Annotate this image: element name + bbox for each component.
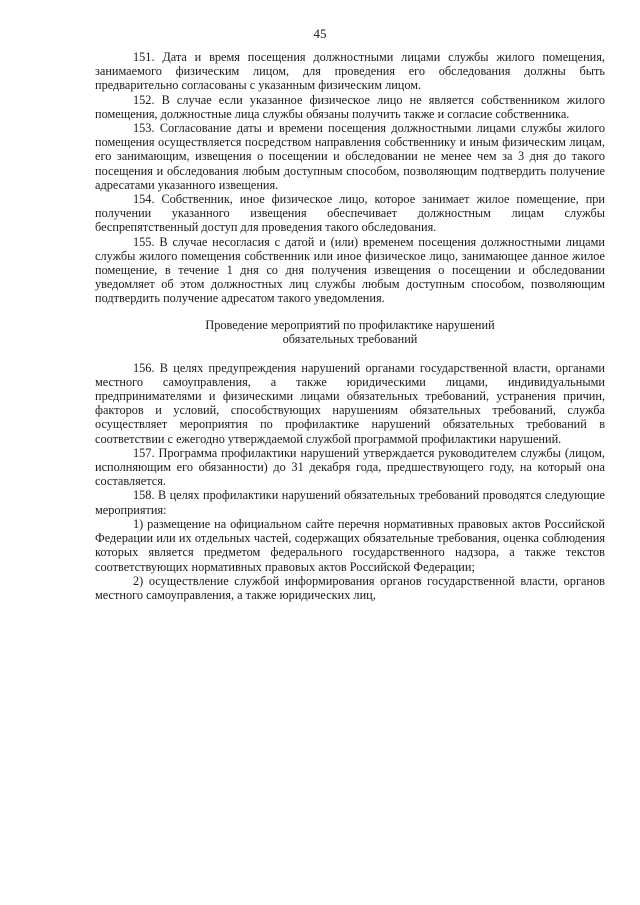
section-heading-line-1: Проведение мероприятий по профилактике нарушений <box>205 317 495 332</box>
paragraph-156: 156. В целях предупреждения нарушений органами государственной власти, органами местного самоуправления, а также юридическими лицами, индивидуальными предпринимателями и физическими лицами обязательных требований, устранения причин, факторов и условий, способствующих нарушениям обязательных требований, служба осуществляет мероприятия по профилактике нарушений обязательных требований в соответствии с ежегодно утверждаемой службой программой профилактики нарушений. <box>95 360 605 446</box>
paragraph-157: 157. Программа профилактики нарушений утверждается руководителем службы (лицом, исполняющим его обязанности) до 31 декабря года, предшествующего году, на который она составляется. <box>95 445 605 489</box>
list-item-1: 1) размещение на официальном сайте перечня нормативных правовых актов Российской Федерации или их отдельных частей, содержащих обязательные требования, оценка соблюдения которых является предметом федерального государственного надзора, а также текстов соответствующих нормативных правовых актов Российской Федерации; <box>95 516 605 574</box>
paragraph-155: 155. В случае несогласия с датой и (или) временем посещения должностными лицами службы жилого помещения собственник или иное физическое лицо, занимающее данное жилое помещение, в течение 1 дня со дня получения извещения о посещении и обследовании уведомляет об этом должностных лиц службы любым доступным способом, позволяющим подтвердить получение адресатом такого уведомления. <box>95 234 605 306</box>
list-item-2: 2) осуществление службой информирования органов государственной власти, органов местного самоуправления, а также юридических лиц, <box>95 573 605 602</box>
paragraph-153: 153. Согласование даты и времени посещения должностными лицами службы жилого помещения осуществляется посредством направления собственнику и иным физическим лицам, его занимающим, извещения о посещении и обследовании не менее чем за 3 дня до такого посещения и обследования любым доступным способом, позволяющим подтвердить получение адресатами указанного извещения. <box>95 121 605 192</box>
paragraph-158: 158. В целях профилактики нарушений обязательных требований проводятся следующие мероприятия: <box>95 488 605 517</box>
section-heading <box>95 318 605 347</box>
paragraph-152: 152. В случае если указанное физическое лицо не является собственником жилого помещения, должностные лица службы обязаны получить также и согласие собственника. <box>95 92 605 121</box>
paragraph-154: 154. Собственник, иное физическое лицо, которое занимает жилое помещение, при получении указанного извещения обеспечивает должностным лицам службы беспрепятственный доступ для проведения такого обследования. <box>95 192 605 235</box>
document-body <box>95 50 605 602</box>
paragraph-151: 151. Дата и время посещения должностными лицами службы жилого помещения, занимаемого физическим лицом, для проведения его обследования должны быть предварительно согласованы с указанным физическим лицом. <box>95 50 605 93</box>
section-heading-line-2: обязательных требований <box>282 332 418 347</box>
page-number: 45 <box>313 26 327 41</box>
